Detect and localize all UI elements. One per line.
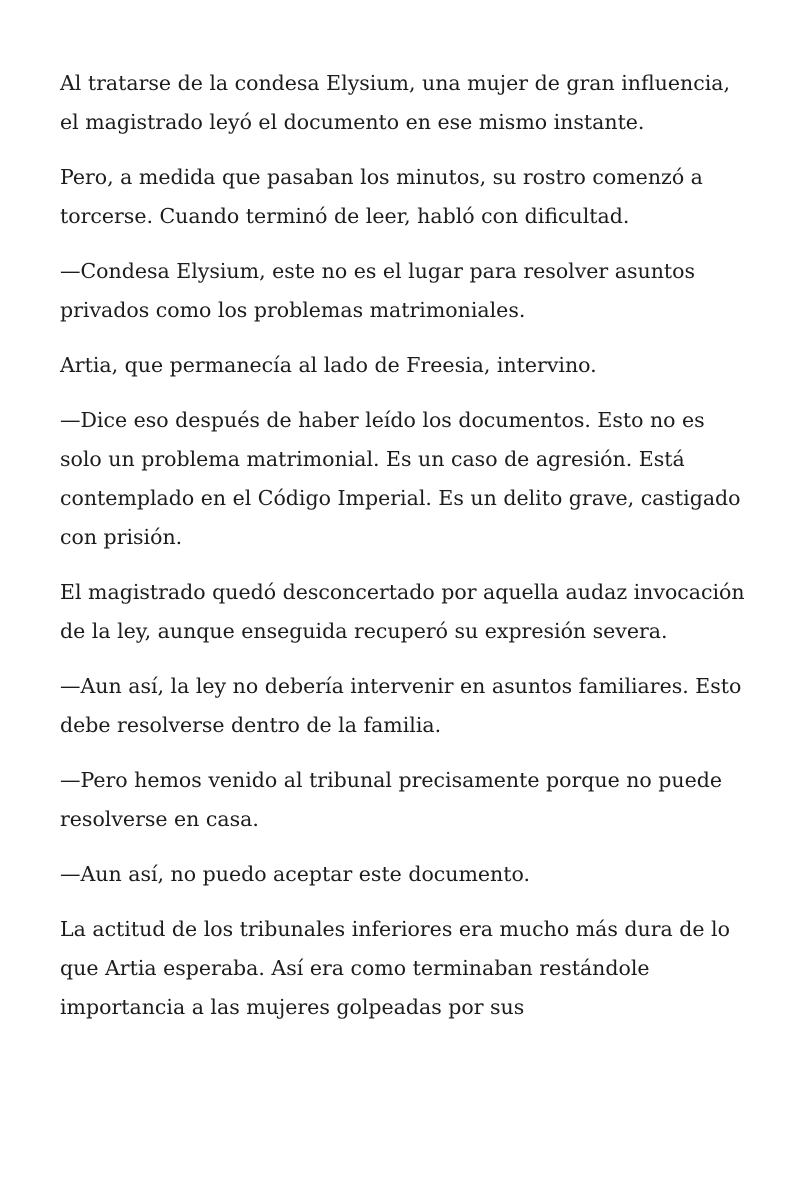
paragraph: —Pero hemos venido al tribunal precisamente porque no puede resolverse en casa.	[60, 768, 722, 831]
paragraph: Artia, que permanecía al lado de Freesia, intervino.	[60, 353, 597, 377]
paragraph: El magistrado quedó desconcertado por aquella audaz invocación de la ley, aunque enseguida recuperó su expresión severa.	[60, 580, 745, 643]
paragraph: Al tratarse de la condesa Elysium, una mujer de gran influencia, el magistrado leyó el documento en ese mismo instante.	[60, 71, 730, 134]
paragraph: —Dice eso después de haber leído los documentos. Esto no es solo un problema matrimonial. Es un caso de agresión. Está contemplado en el Código Imperial. Es un delito grave, castigado con prisión.	[60, 408, 741, 549]
paragraph: —Aun así, la ley no debería intervenir en asuntos familiares. Esto debe resolverse dentro de la familia.	[60, 674, 742, 737]
paragraph: Pero, a medida que pasaban los minutos, su rostro comenzó a torcerse. Cuando terminó de leer, habló con dificultad.	[60, 165, 703, 228]
paragraph: —Aun así, no puedo aceptar este documento.	[60, 862, 530, 886]
reading-page	[60, 64, 750, 1043]
paragraph: La actitud de los tribunales inferiores era mucho más dura de lo que Artia esperaba. Así era como terminaban restándole importancia a las mujeres golpeadas por sus	[60, 917, 730, 1019]
paragraph: —Condesa Elysium, este no es el lugar para resolver asuntos privados como los problemas matrimoniales.	[60, 259, 695, 322]
